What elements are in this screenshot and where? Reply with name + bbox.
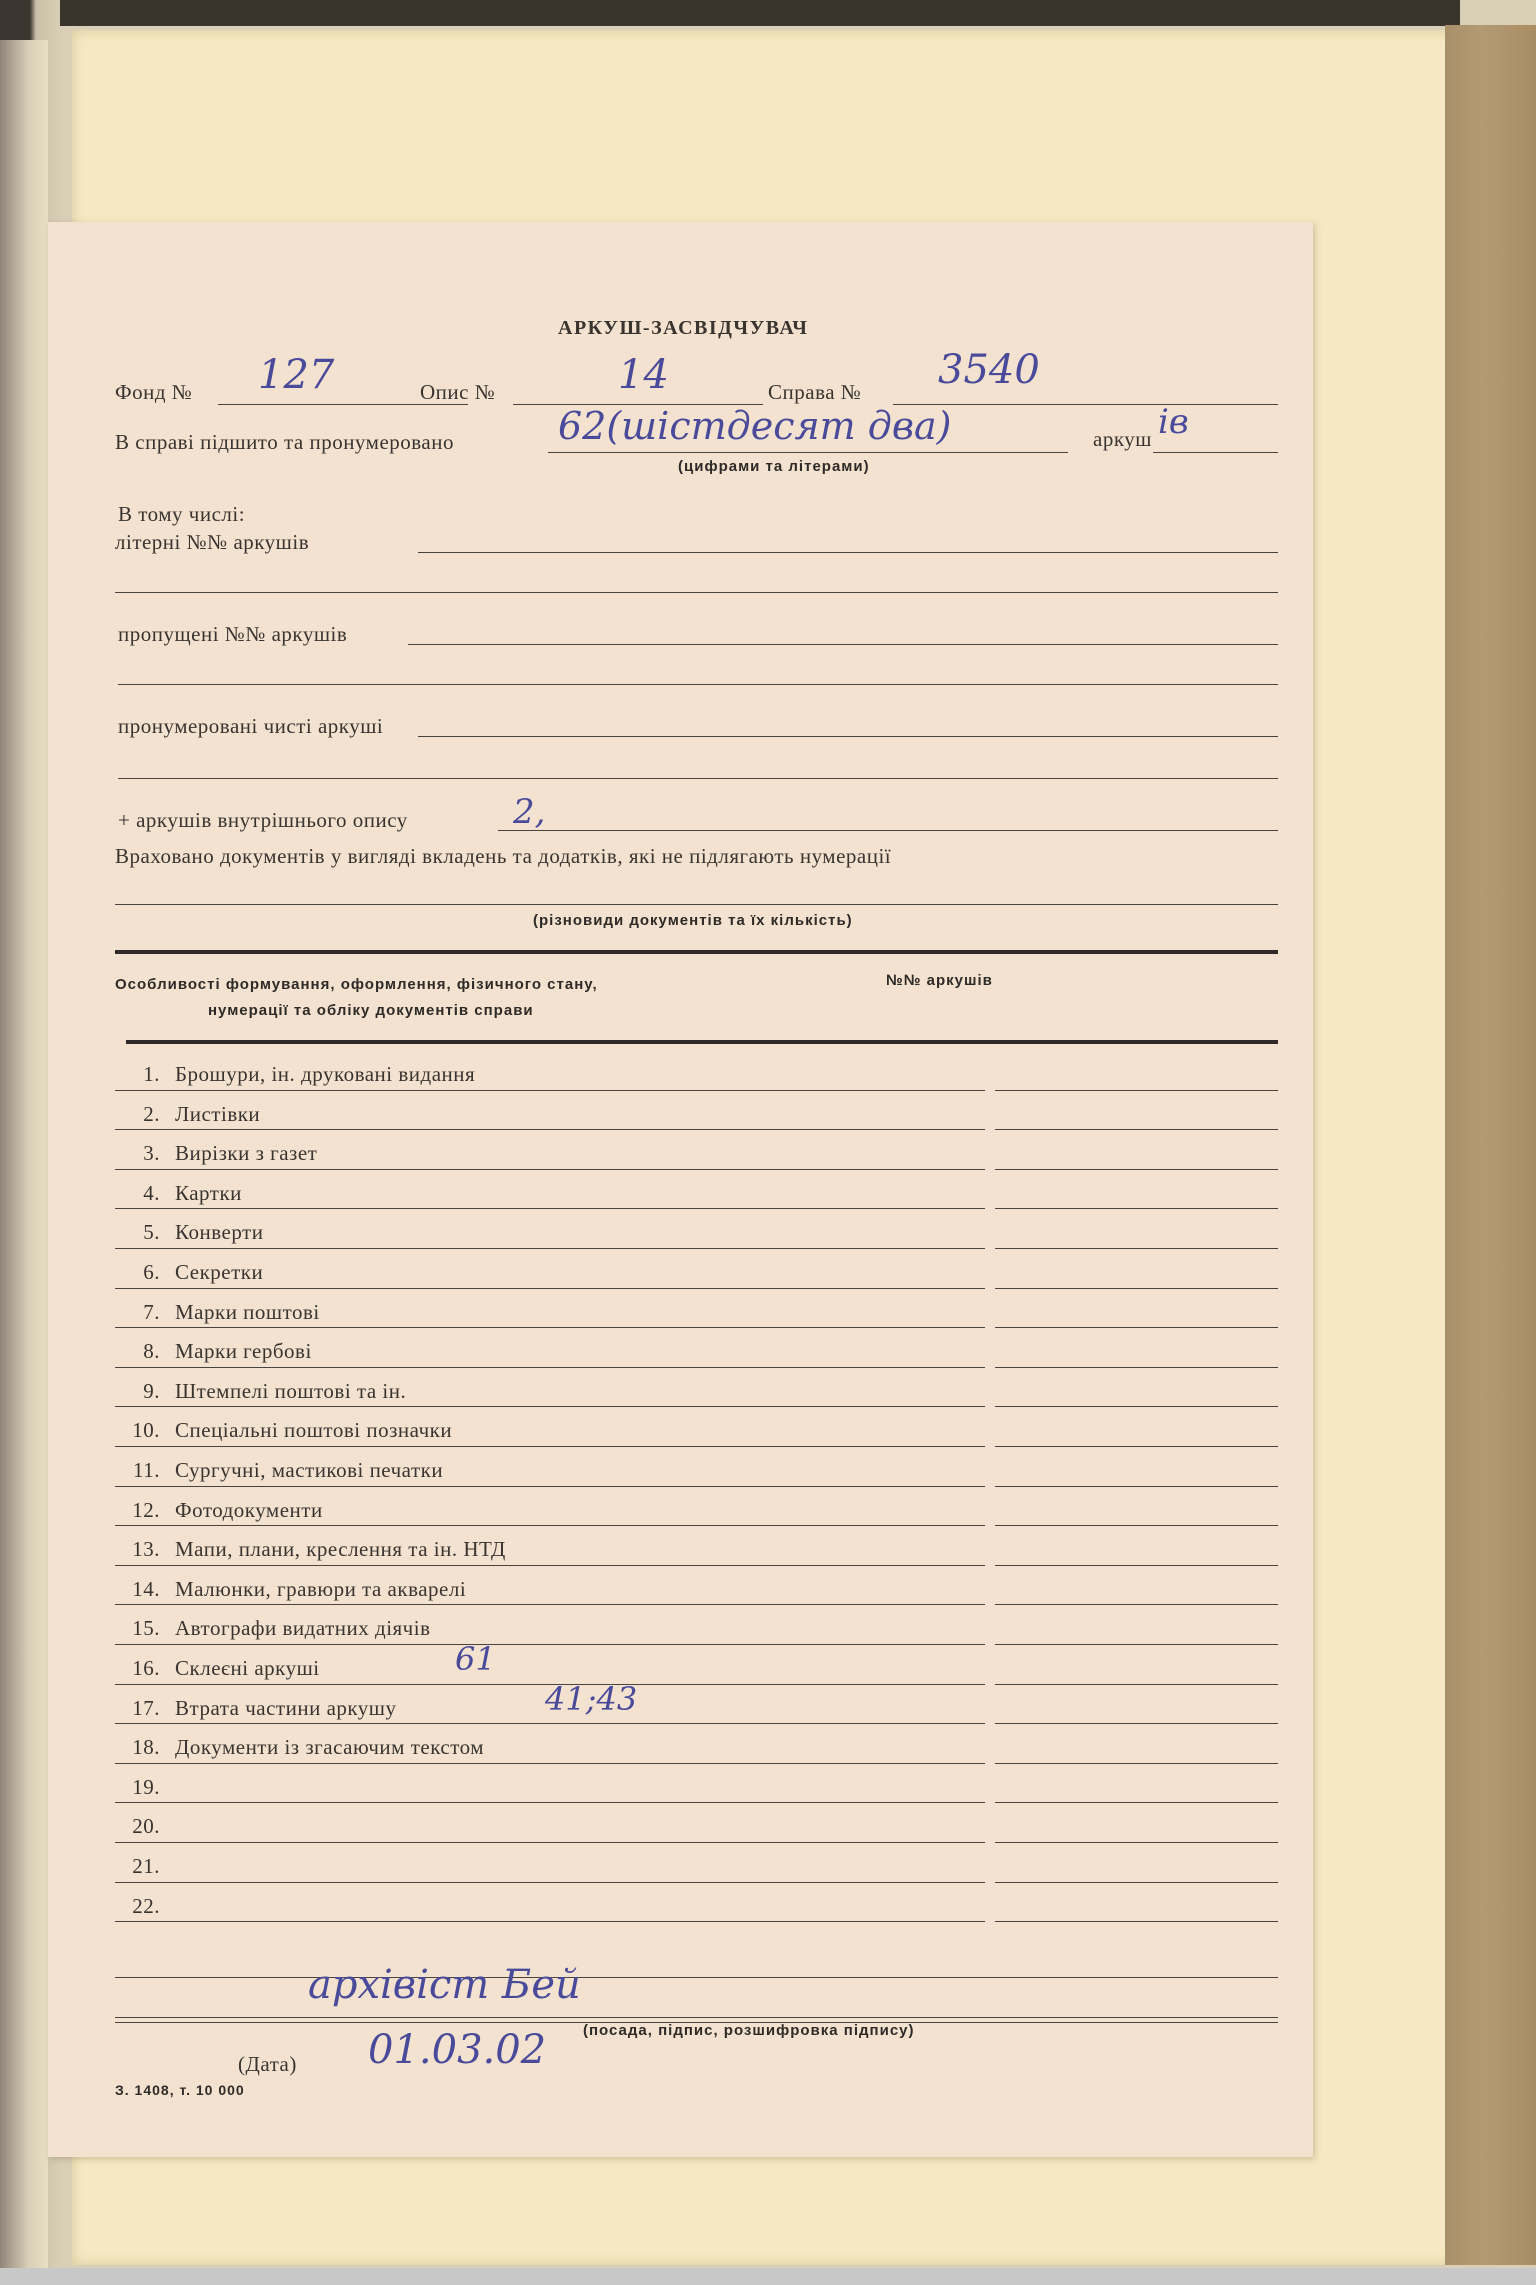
date-value: 01.03.02 [368, 2027, 547, 2073]
feature-sheets-value: 61 [455, 1640, 496, 1678]
feature-number: 7. [143, 1299, 160, 1324]
feature-label: Склеєні аркуші [175, 1656, 320, 1680]
sprava-label: Справа № [768, 380, 862, 404]
feature-number: 9. [143, 1378, 160, 1403]
feature-row [115, 1767, 1278, 1807]
feature-number: 14. [132, 1576, 160, 1601]
feature-number: 12. [132, 1497, 160, 1522]
feature-row [115, 1569, 1278, 1609]
certification-sheet [48, 222, 1313, 2157]
feature-number: 18. [132, 1735, 160, 1760]
feature-row [115, 1529, 1278, 1569]
print-code: З. 1408, т. 10 000 [115, 2082, 245, 2098]
feature-label: Марки гербові [175, 1339, 312, 1364]
date-label: (Дата) [238, 2052, 297, 2076]
feature-sheets-value: 41;43 [545, 1679, 638, 1718]
feature-row [115, 1846, 1278, 1886]
feature-number: 15. [132, 1616, 160, 1641]
feature-label: Вирізки з газет [175, 1141, 318, 1166]
feature-label: Секретки [175, 1260, 264, 1284]
feature-number: 22. [132, 1893, 160, 1918]
feature-row [115, 1212, 1278, 1252]
numbered-label: В справі підшито та пронумеровано [115, 430, 454, 454]
fond-label: Фонд № [115, 380, 193, 404]
signature-value: архівіст Бей [308, 1962, 581, 2008]
feature-number: 19. [132, 1774, 160, 1799]
feature-row [115, 1094, 1278, 1134]
skipped-label: пропущені №№ аркушів [118, 622, 348, 646]
sheets-suffix: ів [1158, 402, 1189, 442]
numbered-value: 62(шістдесят два) [558, 404, 952, 448]
sheets-header: №№ аркушів [886, 972, 993, 989]
feature-number: 17. [132, 1695, 160, 1720]
feature-number: 8. [143, 1339, 160, 1364]
feature-label: Втрата частини аркушу [175, 1695, 397, 1720]
feature-number: 2. [143, 1101, 160, 1126]
feature-label: Картки [175, 1180, 242, 1205]
feature-number: 4. [143, 1180, 160, 1205]
feature-number: 3. [143, 1141, 160, 1166]
feature-label: Брошури, ін. друковані видання [175, 1062, 476, 1086]
blank-label: пронумеровані чисті аркуші [118, 714, 384, 738]
feature-number: 13. [132, 1537, 160, 1562]
feature-row [115, 1331, 1278, 1371]
folder-cover-edge [1445, 25, 1536, 2265]
position-hint: (посада, підпис, розшифровка підпису) [583, 2022, 915, 2039]
features-header-1: Особливості формування, оформлення, фізичного стану, [115, 976, 598, 993]
internal-value: 2, [513, 792, 546, 832]
feature-label: Спеціальні поштові позначки [175, 1418, 453, 1443]
feature-number: 1. [143, 1062, 160, 1086]
feature-row [115, 1806, 1278, 1846]
feature-number: 6. [143, 1260, 160, 1284]
feature-label: Фотодокументи [175, 1497, 323, 1522]
features-header-2: нумерації та обліку документів справи [208, 1002, 534, 1019]
scan-bottom-edge [0, 2268, 1536, 2285]
feature-number: 11. [133, 1458, 160, 1482]
feature-label: Мапи, плани, креслення та ін. НТД [175, 1537, 506, 1562]
feature-row [115, 1292, 1278, 1332]
feature-label: Конверти [175, 1220, 264, 1245]
kinds-hint: (різновиди документів та їх кількість) [533, 912, 853, 929]
feature-label: Документи із згасаючим текстом [175, 1735, 484, 1760]
folder-spine [0, 40, 48, 2280]
scan-top-edge [60, 0, 1460, 26]
opys-value: 14 [618, 352, 669, 398]
feature-row [115, 1371, 1278, 1411]
incl-label: В тому числі: [118, 502, 246, 526]
opys-label: Опис № [420, 380, 496, 404]
feature-label: Марки поштові [175, 1299, 320, 1324]
feature-row [115, 1679, 1278, 1728]
feature-number: 21. [132, 1854, 160, 1878]
feature-row [115, 1410, 1278, 1450]
feature-row [115, 1490, 1278, 1530]
feature-label: Малюнки, гравюри та акварелі [175, 1576, 467, 1601]
feature-label: Автографи видатних діячів [175, 1616, 431, 1641]
feature-number: 20. [132, 1814, 160, 1839]
feature-row [115, 1252, 1278, 1292]
fond-value: 127 [258, 352, 335, 398]
feature-label: Листівки [175, 1101, 261, 1126]
letter-label: літерні №№ аркушів [115, 530, 310, 554]
document-title: АРКУШ-ЗАСВІДЧУВАЧ [558, 317, 809, 339]
feature-number: 16. [132, 1656, 160, 1680]
feature-label: Сургучні, мастикові печатки [175, 1458, 444, 1482]
feature-label: Штемпелі поштові та ін. [175, 1378, 407, 1403]
feature-row [115, 1640, 1278, 1688]
accounted-label: Враховано документів у вигляді вкладень та додатків, які не підлягають нумерації [115, 844, 892, 868]
internal-label: + аркушів внутрішнього опису [118, 808, 408, 832]
feature-row [115, 1173, 1278, 1213]
feature-row [115, 1450, 1278, 1490]
feature-row [115, 1608, 1278, 1648]
feature-number: 10. [132, 1418, 160, 1443]
feature-row [115, 1886, 1278, 1926]
numbered-hint: (цифрами та літерами) [678, 458, 870, 475]
feature-row [115, 1133, 1278, 1173]
sprava-value: 3540 [938, 347, 1040, 393]
feature-number: 5. [143, 1220, 160, 1245]
feature-row [115, 1727, 1278, 1767]
sheets-label: аркуш [1093, 427, 1152, 451]
feature-row [115, 1054, 1278, 1094]
